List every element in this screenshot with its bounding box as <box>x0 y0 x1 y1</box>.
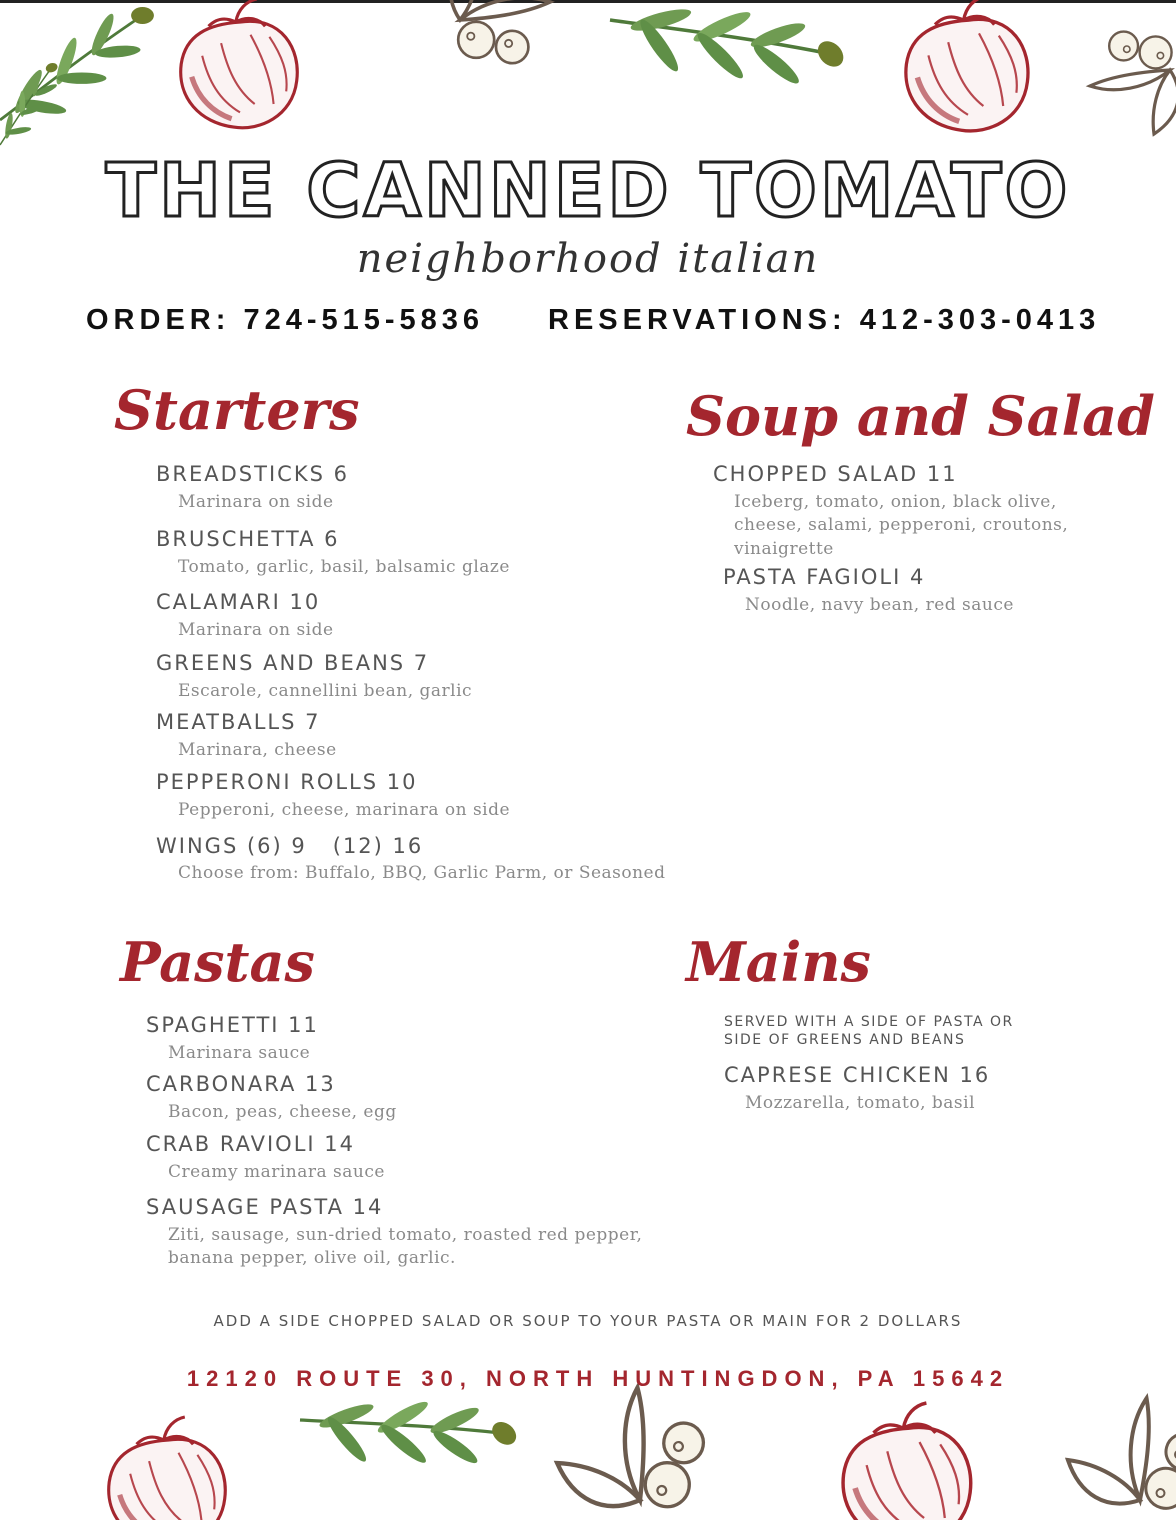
menu-item-name: SPAGHETTI 11 <box>146 1013 319 1037</box>
menu-item-desc: Creamy marinara sauce <box>168 1162 385 1182</box>
olive-sprig-icon <box>551 1376 711 1520</box>
starters-heading: Starters <box>114 378 360 442</box>
olive-sprig-icon <box>451 0 550 63</box>
menu-item-desc: Marinara, cheese <box>178 740 337 760</box>
tomato-icon <box>906 0 1028 131</box>
mains-note: SERVED WITH A SIDE OF PASTA OR <box>724 1014 1014 1030</box>
tomato-icon <box>843 1403 971 1520</box>
side-addon-note: ADD A SIDE CHOPPED SALAD OR SOUP TO YOUR PASTA OR MAIN FOR 2 DOLLARS <box>213 1312 963 1330</box>
tomato-icon <box>109 1417 226 1520</box>
olive-sprig-icon <box>1060 1383 1176 1520</box>
menu-item-desc: Iceberg, tomato, onion, black olive, <box>734 492 1057 512</box>
menu-item-name: WINGS (6) 9 (12) 16 <box>156 834 424 858</box>
menu-item-name: GREENS AND BEANS 7 <box>156 651 430 675</box>
olive-branch-icon <box>300 1320 521 1520</box>
menu-item-desc: Pepperoni, cheese, marinara on side <box>178 800 511 820</box>
menu-item-name: SAUSAGE PASTA 14 <box>146 1195 384 1219</box>
menu-item-desc: vinaigrette <box>734 539 834 559</box>
tagline: neighborhood italian <box>356 236 820 282</box>
olive-branch-icon <box>610 0 848 157</box>
menu-item-name: MEATBALLS 7 <box>156 710 321 734</box>
tomato-icon <box>181 0 298 128</box>
menu-item-desc: Noodle, navy bean, red sauce <box>745 595 1014 615</box>
address: 12120 ROUTE 30, NORTH HUNTINGDON, PA 15642 <box>186 1366 1010 1391</box>
menu-item-name: PEPPERONI ROLLS 10 <box>156 770 418 794</box>
menu-item-desc: banana pepper, olive oil, garlic. <box>168 1248 456 1268</box>
menu-item-name: CALAMARI 10 <box>156 590 321 614</box>
menu-item-name: CARBONARA 13 <box>146 1072 336 1096</box>
menu-item-desc: Marinara on side <box>178 620 334 640</box>
menu-item-desc: Marinara sauce <box>168 1043 311 1063</box>
mains-note: SIDE OF GREENS AND BEANS <box>724 1032 966 1048</box>
pastas-heading: Pastas <box>120 930 315 994</box>
menu-item-desc: Tomato, garlic, basil, balsamic glaze <box>178 557 510 577</box>
order-phone[interactable]: ORDER: 724-515-5836 <box>86 304 485 336</box>
menu-item-desc: Marinara on side <box>178 492 334 512</box>
mains-heading: Mains <box>686 930 871 994</box>
menu-item-name: BRUSCHETTA 6 <box>156 527 340 551</box>
olive-sprig-icon <box>1090 32 1176 134</box>
menu-item-name: CAPRESE CHICKEN 16 <box>724 1063 991 1087</box>
menu-item-desc: Ziti, sausage, sun-dried tomato, roasted red pepper, <box>168 1225 643 1245</box>
menu-item-name: CHOPPED SALAD 11 <box>713 462 958 486</box>
menu-item-desc: Escarole, cannellini bean, garlic <box>178 681 473 701</box>
menu-item-desc: Choose from: Buffalo, BBQ, Garlic Parm, or Seasoned <box>178 863 666 883</box>
restaurant-title: THE CANNED TOMATO <box>105 148 1071 234</box>
menu-item-name: PASTA FAGIOLI 4 <box>723 565 926 589</box>
menu-item-desc: cheese, salami, pepperoni, croutons, <box>734 515 1069 535</box>
menu-item-desc: Mozzarella, tomato, basil <box>745 1093 976 1113</box>
menu-item-desc: Bacon, peas, cheese, egg <box>168 1102 397 1122</box>
soup-salad-heading: Soup and Salad <box>686 384 1155 448</box>
reservations-phone[interactable]: RESERVATIONS: 412-303-0413 <box>548 304 1101 336</box>
menu-item-name: BREADSTICKS 6 <box>156 462 349 486</box>
menu-item-name: CRAB RAVIOLI 14 <box>146 1132 355 1156</box>
